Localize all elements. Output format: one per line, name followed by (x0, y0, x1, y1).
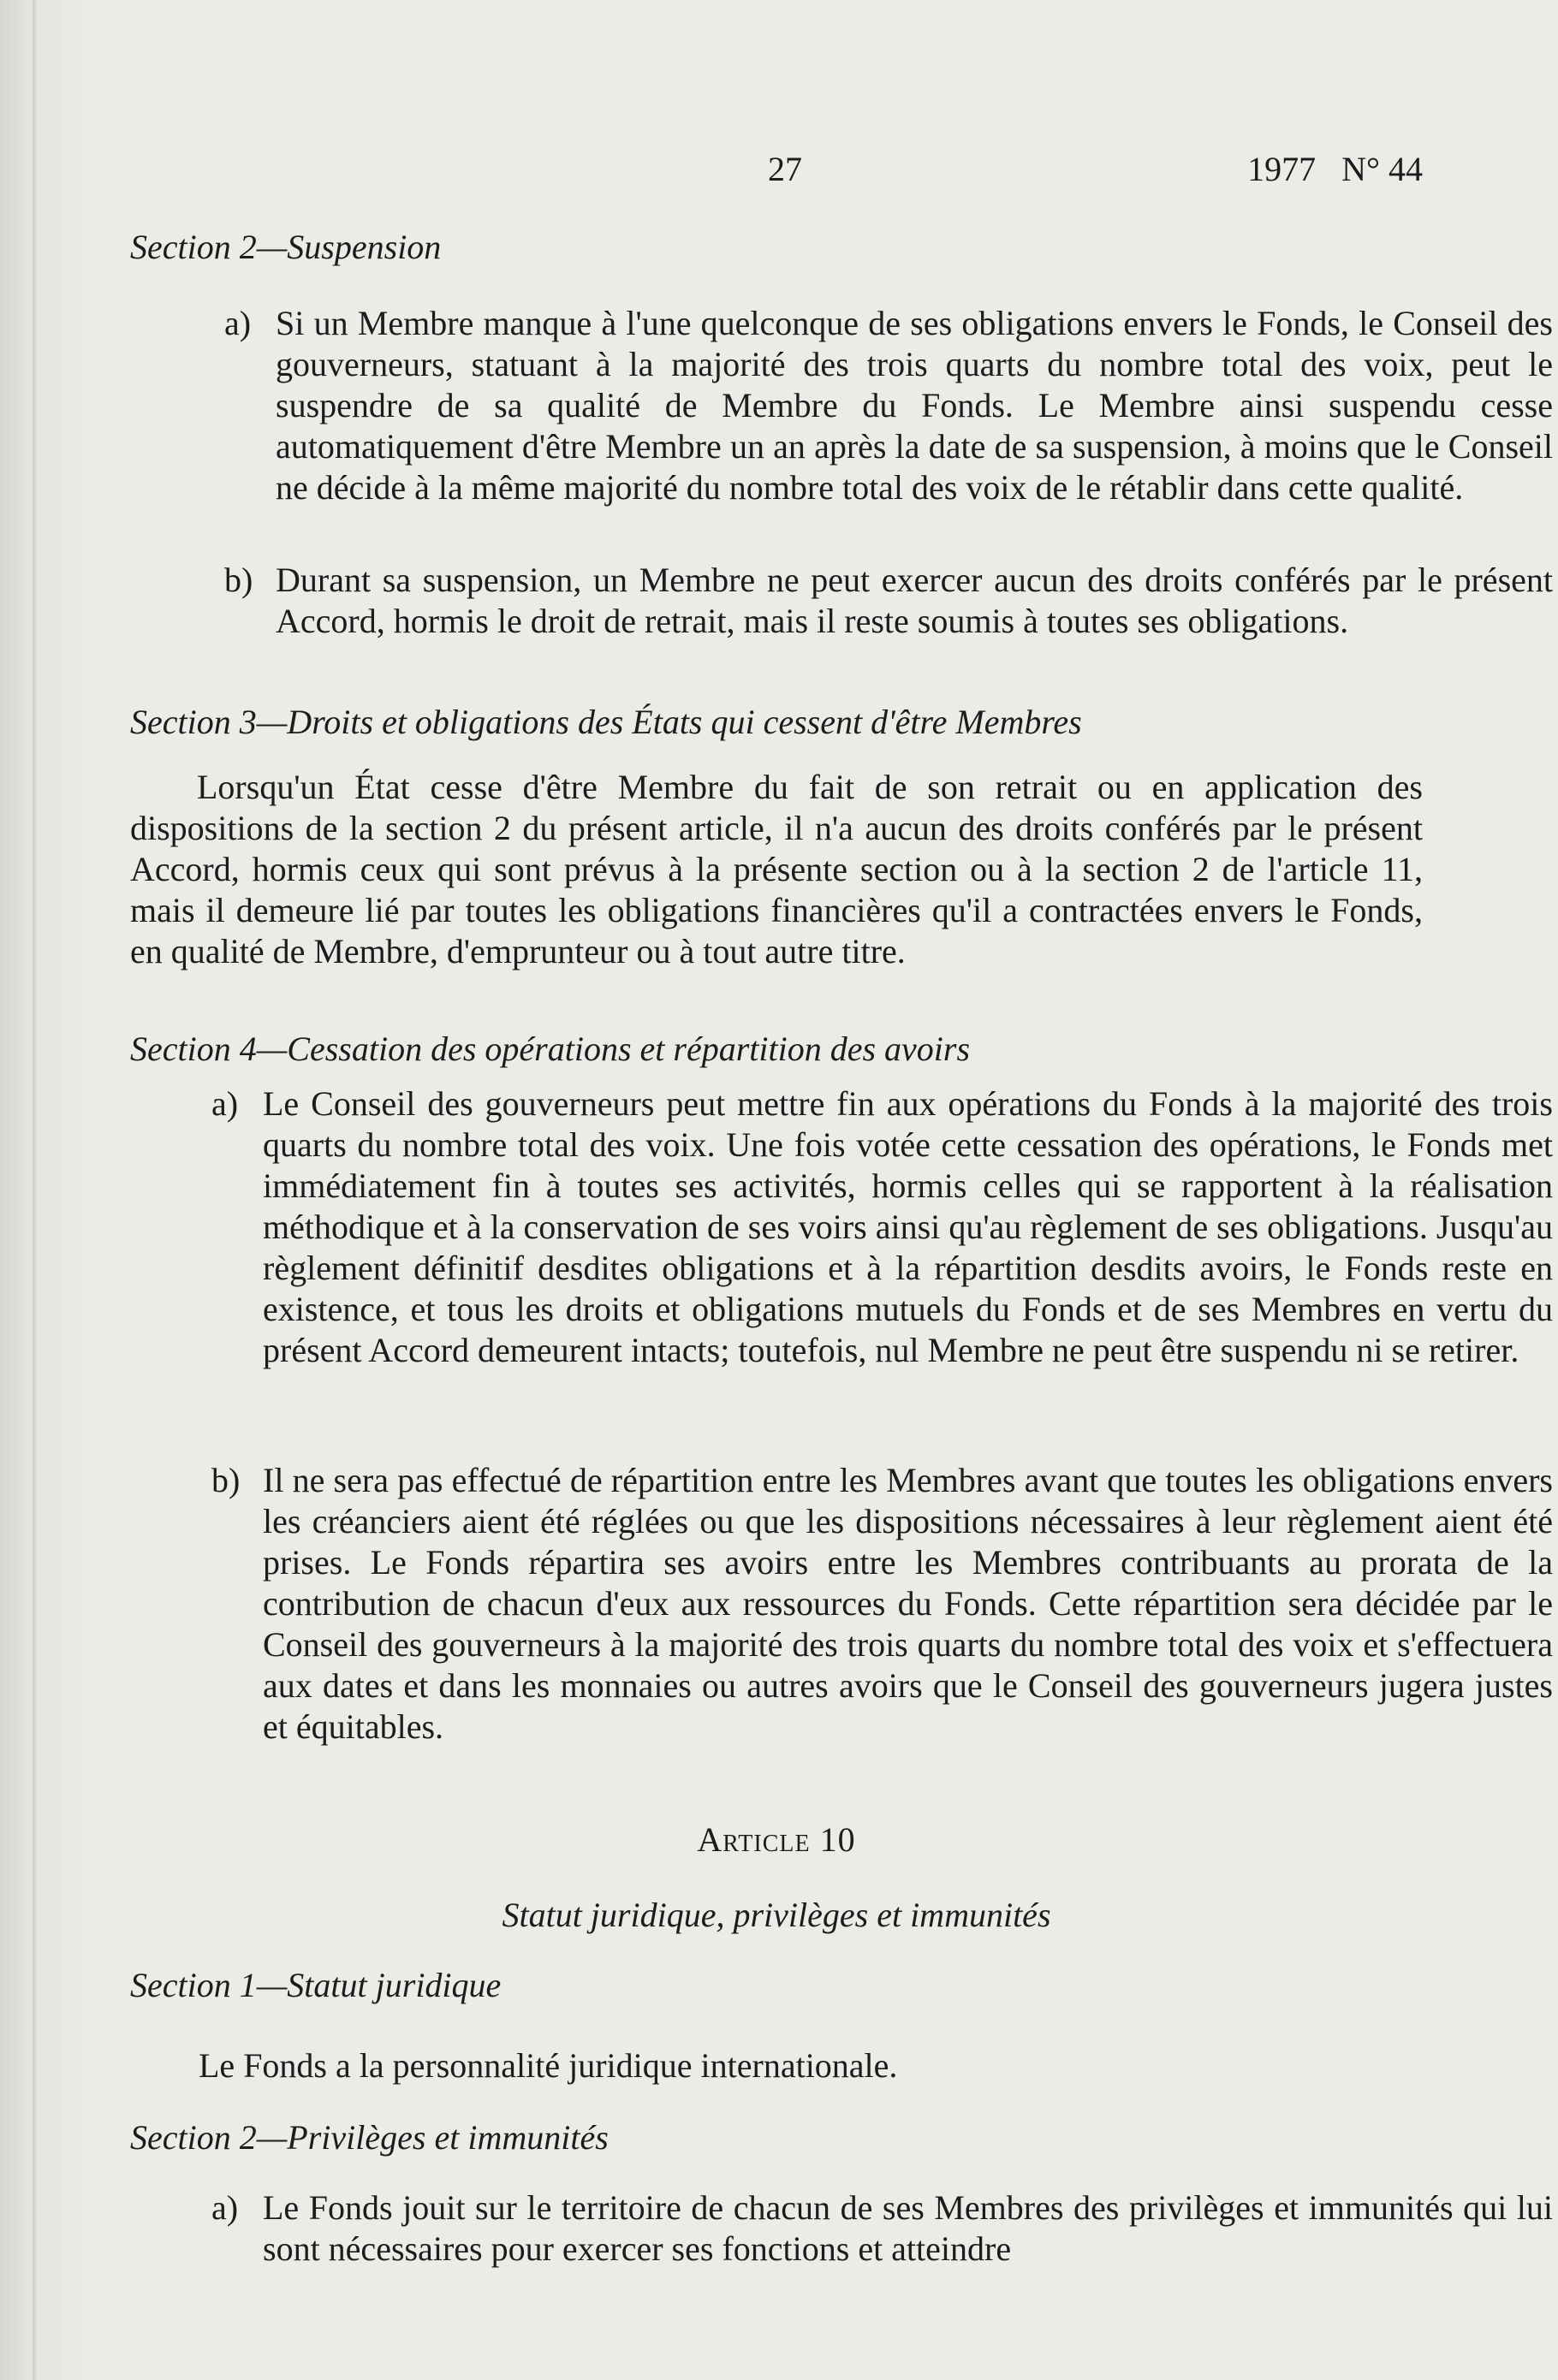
paragraph-text: Durant sa suspension, un Membre ne peut exercer aucun des droits conférés par le présent Accord, hormis le droit de retrait, mais il reste soumis à toutes ses obligations. (276, 561, 1553, 640)
paragraph-text: Il ne sera pas effectué de répartition entre les Membres avant que toutes les obligations envers les créanciers aient été réglées ou que les dispositions nécessaires à leur règlement aient été prises. Le Fonds répartira ses avoirs entre les Membres contribuants au prorata de la contribution de chacun d'eux aux ressources du Fonds. Cette répartition sera décidée par le Conseil des gouverneurs à la majorité des trois quarts du nombre total des voix et s'effectuera aux dates et dans les monnaies ou autres avoirs que le Conseil des gouverneurs jugera justes et équitables. (263, 1461, 1553, 1746)
item-label: a) (211, 1084, 239, 1123)
section-heading: Section 4—Cessation des opérations et répartition des avoirs (130, 1030, 971, 1068)
paragraph-a (211, 2187, 1553, 2270)
paragraph-text: Si un Membre manque à l'une quelconque de ses obligations envers le Fonds, le Conseil des gouverneurs, statuant à la majorité des trois quarts du nombre total des voix, peut le suspendre de sa qualité de Membre du Fonds. Le Membre ainsi suspendu cesse automatiquement d'être Membre un an après la date de sa suspension, à moins que le Conseil ne décide à la même majorité du nombre total des voix de le rétablir dans cette qualité. (276, 304, 1553, 507)
section-heading: Section 1—Statut juridique (130, 1966, 502, 2004)
paragraph-text: Le Conseil des gouverneurs peut mettre fin aux opérations du Fonds à la majorité des trois quarts du nombre total des voix. Une fois votée cette cessation des opérations, le Fonds met immédiatement fin à toutes ses activités, hormis celles qui se rapportent à la réalisation méthodique et à la conservation de ses voirs ainsi qu'au règlement de ses obligations. Jusqu'au règlement définitif desdites obligations et à la répartition desdits avoirs, le Fonds reste en existence, et tous les droits et obligations mutuels du Fonds et de ses Membres en vertu du présent Accord demeurent intacts; toutefois, nul Membre ne peut être suspendu ni se retirer. (263, 1084, 1553, 1369)
paragraph-b (224, 560, 1553, 642)
paragraph-b (211, 1460, 1553, 1748)
page-number: 27 (768, 150, 802, 188)
binding-shadow (33, 0, 38, 2380)
article-subtitle: Statut juridique, privilèges et immunités (502, 1896, 1051, 1934)
paragraph-text: Lorsqu'un État cesse d'être Membre du fait de son retrait ou en application des dispositions de la section 2 du présent article, il n'a aucun des droits conférés par le présent Accord, hormis ceux qui sont prévus à la présente section ou à la section 2 de l'article 11, mais il demeure lié par toutes les obligations financières qu'il a contractées envers le Fonds, en qualité de Membre, d'emprunteur ou à tout autre titre. (130, 768, 1423, 970)
article-title: Article 10 (697, 1820, 856, 1859)
paragraph-text: Le Fonds a la personnalité juridique internationale. (199, 2046, 898, 2085)
year-number: 1977 N° 44 (1247, 150, 1423, 188)
section-heading: Section 3—Droits et obligations des États qui cessent d'être Membres (130, 703, 1082, 741)
item-label: a) (211, 2188, 239, 2227)
item-label: b) (211, 1461, 241, 1499)
page-header (130, 144, 1423, 192)
paragraph-a (211, 1083, 1553, 1371)
paragraph-a (224, 303, 1553, 508)
section-heading: Section 2—Privilèges et immunités (130, 2118, 609, 2157)
paragraph-text: Le Fonds jouit sur le territoire de chacun de ses Membres des privilèges et immunités qui lui sont nécessaires pour exercer ses fonctions et atteindre (263, 2188, 1553, 2268)
item-label: b) (224, 561, 253, 599)
section-heading: Section 2—Suspension (130, 228, 442, 266)
item-label: a) (224, 304, 252, 342)
